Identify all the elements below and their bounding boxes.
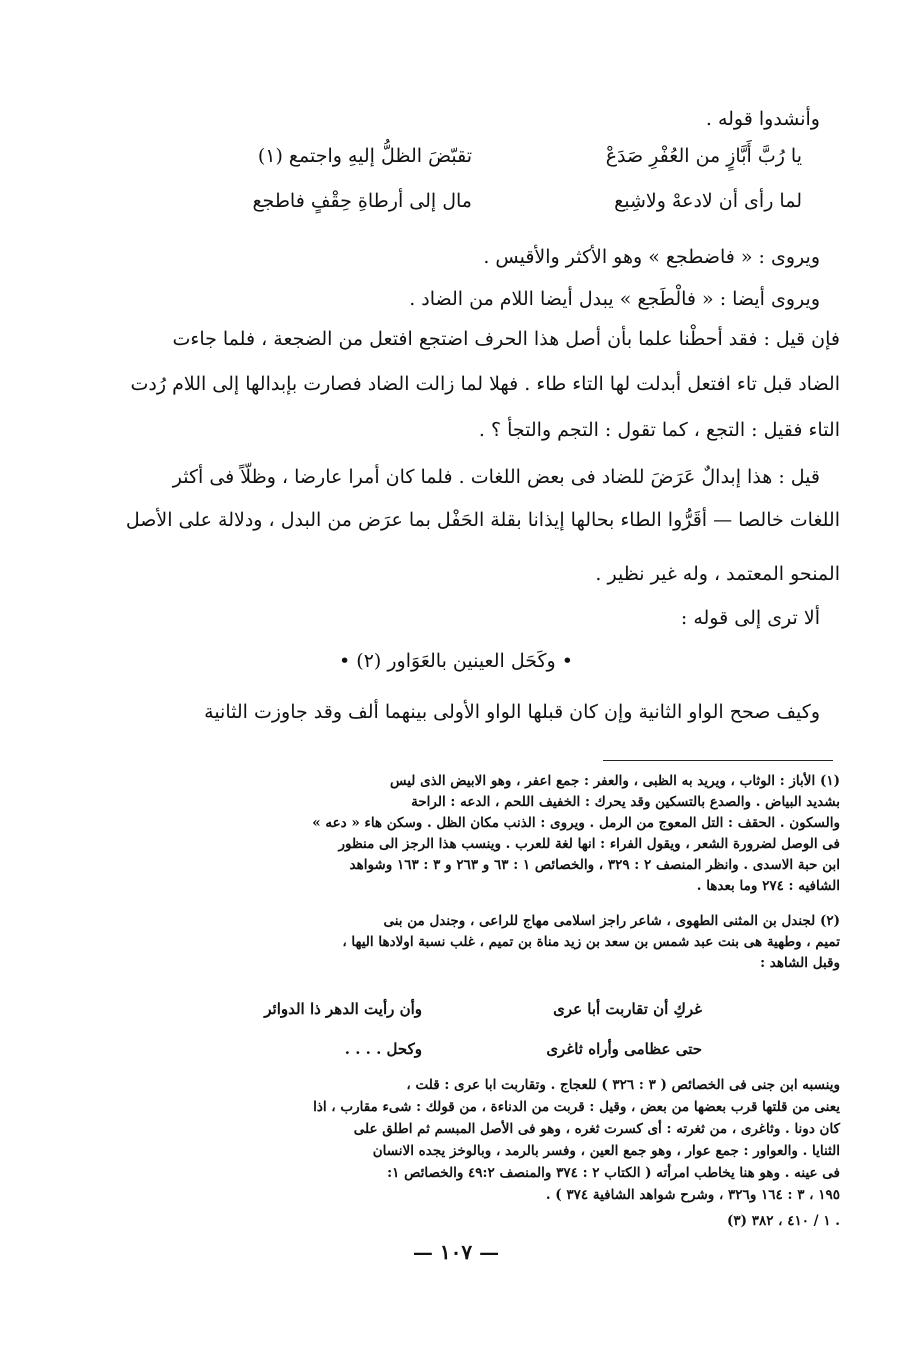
footnote-line: بشديد البياض . والصدع بالتسكين وقد يحرك : الخفيف اللحم ، الدعه : الراحة	[411, 794, 840, 810]
footnote-line: تميم ، وطهية هى بنت عبد شمس بن سعد بن زيد مناة بن تميم ، غلب نسبة اولادها اليها ،	[342, 934, 840, 950]
footnote-line: الثنايا . والعواور : جمع عوار ، وهو جمع العين ، وفسر بالرمد ، وبالوخز يجده الانسان	[372, 1143, 840, 1159]
footnote-line: الشافيه : ٢٧٤ وما بعدها .	[696, 878, 840, 894]
body-line: ويروى : « فاضطجع » وهو الأكثر والأقيس .	[483, 246, 820, 268]
body-line: فإن قيل : فقد أحطْنا علما بأن أصل هذا الحرف اضتجع افتعل من الضجعة ، فلما جاءت	[172, 328, 840, 350]
footnote-verse-1-b: وأن رأيت الدهر ذا الدوائر	[264, 1000, 422, 1018]
footnote-line: يعنى من قلتها قرب بعضها من بعض ، وقيل : قربت من الدناءة ، من قولك : شىء مقارب ، اذا	[313, 1099, 840, 1115]
footnote-line: (٢) لجندل بن المثنى الطهوى ، شاعر راجز اسلامى مهاج للراعى ، وجندل من بنى	[383, 913, 840, 929]
body-line: قيل : هذا إبدالٌ عَرَضَ للضاد فى بعض اللغات . فلما كان أمرا عارضا ، وظلّاً فى أكثر	[172, 466, 820, 488]
body-line: المنحو المعتمد ، وله غير نظير .	[595, 563, 840, 585]
footnote-line: فى الوصل لضرورة الشعر ، ويقول الفراء : انها لغة للعرب . وينسب هذا الرجز الى منظور	[338, 836, 840, 852]
verse-1-hemistich-a: يا رُبَّ أَبَّازٍ من العُفْرِ صَدَعْ	[605, 145, 802, 167]
footnote-line: وينسبه ابن جنى فى الخصائص ( ٣ : ٣٢٦ ) للعجاج . وتقاربت ابا عرى : قلت ،	[406, 1077, 840, 1093]
footnote-verse-2-b: وكحل . . . .	[344, 1040, 422, 1058]
page-number: — ١٠٧ —	[412, 1240, 500, 1264]
footnote-line: ابن حبة الاسدى . وانظر المنصف ٢ : ٣٢٩ ، والخصائص ١ : ٦٣ و ٢٦٣ و ٣ : ١٦٣ وشواهد	[349, 857, 840, 873]
body-line: وكيف صحح الواو الثانية وإن كان قبلها الواو الأولى بينهما ألف وقد جاوزت الثانية	[204, 701, 820, 723]
footnote-line: (٣) ١ / ٤١٠ ، ٣٨٢ .	[726, 1213, 840, 1229]
intro-line: وأنشدوا قوله .	[705, 108, 820, 130]
footnote-line: فى عينه . وهو هنا يخاطب امرأته ( الكتاب ٢ : ٣٧٤ والمنصف ٤٩:٢ والخصائص ١:	[387, 1165, 840, 1181]
body-line: ويروى أيضا : « فالْطَجع » يبدل أيضا اللام من الضاد .	[409, 288, 820, 310]
verse-2-hemistich-b: مال إلى أرطاةِ حِقْفٍ فاطجع	[252, 190, 472, 212]
quoted-hemistich: • وكَحَل العينين بالعَوَاور (٢) •	[339, 650, 573, 672]
footnote-line: ١٩٥ ، ٣ : ١٦٤ و٣٢٦ ، وشرح شواهد الشافية ٣٧٤ ) .	[545, 1187, 840, 1203]
footnote-divider	[603, 760, 833, 761]
footnote-line: وقبل الشاهد :	[760, 955, 840, 971]
footnote-line: (١) الأباز : الوثاب ، ويريد به الظبى ، والعفر : جمع اعفر ، وهو الابيض الذى ليس	[389, 773, 840, 789]
body-line: اللغات خالصا — أقَرُّوا الطاء بحالها إيذانا بقلة الحَفْل بما عرَض من البدل ، ودلالة على الأصل	[125, 509, 840, 531]
body-line: التاء فقيل : التجع ، كما تقول : التجم والتجأ ؟ .	[478, 419, 840, 441]
footnote-verse-1-a: غركِ أن تقاربت أبا عرى	[553, 1000, 702, 1018]
verse-2-hemistich-a: لما رأى أن لادعهْ ولاشِبع	[614, 190, 802, 212]
footnote-line: والسكون . الحقف : التل المعوج من الرمل . ويروى : الذنب مكان الظل . وسكن هاء « دعه »	[312, 815, 840, 831]
body-line: ألا ترى إلى قوله :	[680, 607, 820, 629]
footnote-line: كان دونا . وثاغرى ، من ثغرته : أى كسرت ثغره ، وهو فى الأصل المبسم ثم اطلق على	[353, 1121, 840, 1137]
footnote-verse-2-a: حتى عظامى وأراه ثاغرى	[546, 1040, 702, 1058]
verse-1-hemistich-b: تقبّضَ الظلُّ إليهِ واجتمع (١)	[257, 145, 472, 167]
body-line: الضاد قبل تاء افتعل أبدلت لها التاء طاء . فهلا لما زالت الضاد فصارت بإبدالها إلى اللام رُدت	[130, 373, 840, 395]
